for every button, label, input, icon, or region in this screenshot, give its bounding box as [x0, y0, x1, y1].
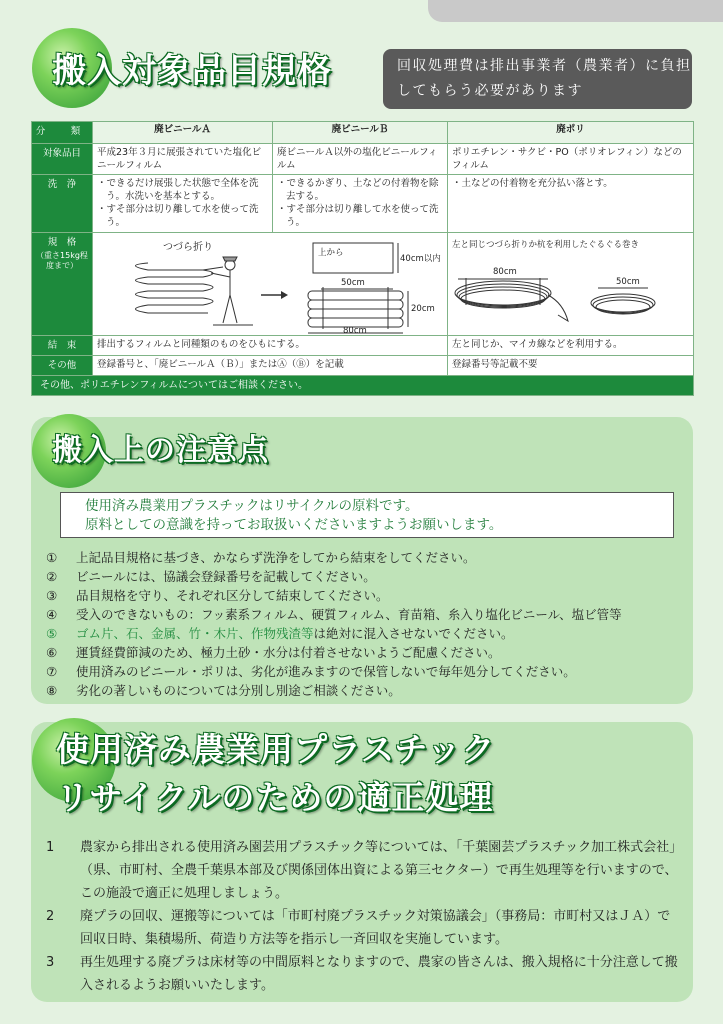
spec-illustration-ab: [93, 233, 448, 336]
item-number: ②: [46, 569, 58, 584]
header-category: 分 類: [32, 122, 93, 144]
fee-notice-box: 回収処理費は排出事業者（農業者）に負担してもらう必要があります: [383, 49, 692, 109]
row-label-tie: 結 束: [32, 336, 93, 356]
table-row: [32, 356, 694, 376]
wash-c-1: 土などの付着物を充分払い落とす。: [461, 178, 613, 189]
list-item: [46, 624, 686, 643]
cell-other-c: 登録番号等記載不要: [448, 356, 694, 376]
proper-section-title-line1: 使用済み農業用プラスチック: [56, 730, 496, 769]
label-width-50: 50cm: [341, 278, 365, 288]
item-number: ⑥: [46, 645, 58, 660]
label-height-20: 20cm: [411, 304, 435, 314]
item-number: ④: [46, 607, 58, 622]
proper-section-title-line2: リサイクルのための適正処理: [56, 778, 494, 817]
row-label-wash: 洗 浄: [32, 175, 93, 233]
notice-line-2: 原料としての意識を持ってお取扱いくださいますようお願いします。: [85, 517, 503, 533]
roll-caption: 左と同じつづら折りか杭を利用したぐるぐる巻き: [452, 240, 640, 250]
table-footer-note: その他、ポリエチレンフィルムについてはご相談ください。: [32, 376, 694, 396]
list-item: ・すそ部分は切り離して水を使って洗う。: [97, 204, 259, 228]
list-item: ・すそ部分は切り離して水を使って洗う。: [277, 204, 439, 228]
spec-table: [31, 121, 694, 396]
list-item: [46, 643, 686, 662]
spec-label: 規 格: [47, 237, 77, 248]
wash-a-2: すそ部分は切り離して水を使って洗う。: [106, 204, 259, 228]
header-vinyl-b: 廃ビニールＢ: [273, 122, 448, 144]
roll-label-50: 50cm: [616, 277, 640, 287]
spec-section-title: 搬入対象品目規格: [52, 51, 332, 91]
item-text: 使用済みのビニール・ポリは、劣化が進みますので保管しないで毎年処分してください。: [76, 664, 576, 679]
spec-table-header-row: [32, 122, 694, 144]
item-number: ③: [46, 588, 58, 603]
table-row: [32, 144, 694, 175]
list-item: [46, 605, 686, 624]
item-text: 上記品目規格に基づき、かならず洗浄をしてから結束をしてください。: [76, 550, 476, 565]
caution-section-title: 搬入上の注意点: [52, 433, 269, 468]
item-number: ⑤: [46, 626, 58, 641]
recycle-material-notice: [60, 492, 674, 538]
table-footer-row: [32, 376, 694, 396]
wash-a-1: できるだけ展張した状態で全体を洗う。水洗いを基本とする。: [106, 178, 259, 202]
roll-illustration: [448, 233, 694, 335]
caution-list: [46, 548, 686, 700]
cell-items-a: 平成23年３月に展張されていた塩化ビニールフィルム: [93, 144, 273, 175]
notice-line-1: 使用済み農業用プラスチックはリサイクルの原料です。: [85, 498, 419, 514]
label-height-limit: 40cm以内: [400, 254, 441, 264]
list-item: [46, 548, 686, 567]
cell-items-b: 廃ビニールＡ以外の塩化ビニールフィルム: [273, 144, 448, 175]
item-text: 再生処理する廃プラは床材等の中間原料となりますので、農家の皆さんは、搬入規格に十分注意して搬入されるようお願いいたします。: [80, 955, 678, 993]
list-item: [46, 836, 681, 905]
prohibited-materials-highlight: ゴム片、石、金属、竹・木片、作物残渣等: [76, 626, 314, 641]
item-number: 3: [46, 955, 55, 970]
list-item: [46, 586, 686, 605]
list-item: ・できるかぎり、土などの付着物を除去する。: [277, 178, 439, 202]
cell-items-c: ポリエチレン・サクビ・PO（ポリオレフィン）などのフィルム: [448, 144, 694, 175]
wash-b-1: できるかぎり、土などの付着物を除去する。: [286, 178, 439, 202]
item-number: ⑧: [46, 683, 58, 698]
proper-treatment-list: [46, 836, 681, 997]
label-from-above: 上から: [318, 248, 344, 258]
cell-tie-ab: 排出するフィルムと同種類のものをひもにする。: [93, 336, 448, 356]
list-item: ・土などの付着物を充分払い落とす。: [452, 178, 613, 189]
spec-illustration-c: [448, 233, 694, 336]
item-text: は絶対に混入させないでください。: [313, 626, 514, 641]
label-width-80: 80cm: [343, 326, 367, 336]
item-number: 1: [46, 840, 55, 855]
item-text: 運賃経費節減のため、極力土砂・水分は付着させないようご配慮ください。: [76, 645, 501, 660]
item-text: 農家から排出される使用済み園芸用プラスチック等については、「千葉園芸プラスチック加工株式会社」（県、市町村、全農千葉県本部及び関係団体出資による第三セクター）で再生処理等を行いますので、この施設で適正に処理しましょう。: [80, 840, 678, 901]
spec-weight-note: （重さ15kg程度まで）: [36, 251, 88, 270]
top-decorative-bar: [428, 0, 723, 22]
item-text: 廃プラの回収、運搬等については「市町村廃プラスチック対策協議会」（事務局：市町村又はＪＡ）で回収日時、集積場所、荷造り方法等を指示し一斉回収を実施しています。: [80, 909, 671, 947]
zigzag-fold-caption: つづら折り: [163, 242, 213, 253]
item-text: 劣化の著しいものについては分別し別途ご相談ください。: [76, 683, 401, 698]
cell-wash-b: [273, 175, 448, 233]
row-label-other: その他: [32, 356, 93, 376]
row-label-spec: [32, 233, 93, 336]
item-text: 受入のできないもの：フッ素系フィルム、硬質フィルム、育苗箱、糸入り塩化ビニール、塩ビ管等: [76, 607, 622, 622]
row-label-items: 対象品目: [32, 144, 93, 175]
roll-label-80: 80cm: [493, 267, 517, 277]
item-number: ①: [46, 550, 58, 565]
table-row: [32, 233, 694, 336]
bundling-illustration: [93, 233, 448, 335]
list-item: [46, 567, 686, 586]
cell-other-ab: 登録番号と、「廃ビニールＡ（Ｂ）」またはⒶ（Ⓑ）を記載: [93, 356, 448, 376]
wash-b-2: すそ部分は切り離して水を使って洗う。: [286, 204, 439, 228]
list-item: [46, 951, 681, 997]
table-row: [32, 175, 694, 233]
list-item: [46, 905, 681, 951]
item-number: ⑦: [46, 664, 58, 679]
list-item: [46, 681, 686, 700]
item-text: 品目規格を守り、それぞれ区分して結束してください。: [76, 588, 389, 603]
header-vinyl-a: 廃ビニールＡ: [93, 122, 273, 144]
list-item: [46, 662, 686, 681]
cell-wash-a: [93, 175, 273, 233]
header-poly: 廃ポリ: [448, 122, 694, 144]
cell-wash-c: [448, 175, 694, 233]
item-number: 2: [46, 909, 55, 924]
cell-tie-c: 左と同じか、マイカ線などを利用する。: [448, 336, 694, 356]
item-text: ビニールには、協議会登録番号を記載してください。: [76, 569, 376, 584]
table-row: [32, 336, 694, 356]
list-item: ・できるだけ展張した状態で全体を洗う。水洗いを基本とする。: [97, 178, 259, 202]
